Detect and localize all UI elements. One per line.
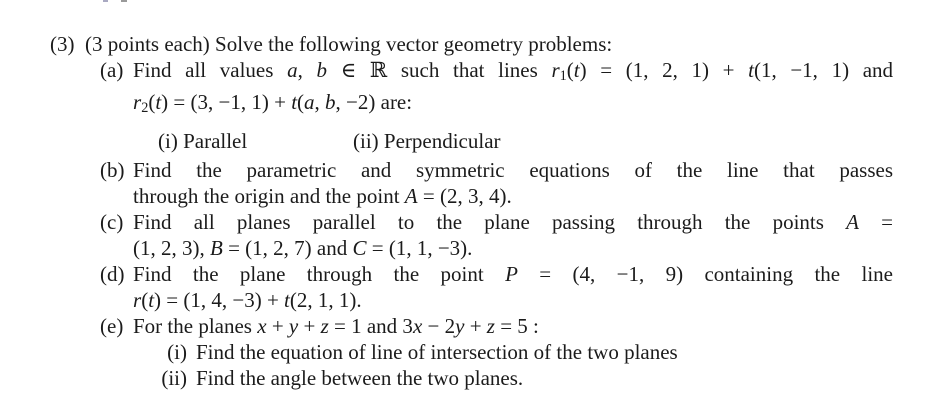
item-e-line-1: For the planes x + y + z = 1 and 3x − 2y + z = 5 : — [133, 314, 539, 339]
item-c-line-2: (1, 2, 3), B = (1, 2, 7) and C = (1, 1, −3). — [133, 236, 473, 261]
item-e-subitem-i — [133, 339, 893, 365]
subitem-ii-text: Find the angle between the two planes. — [196, 366, 524, 391]
item-a-line-2: r2(t) = (3, −1, 1) + t(a, b, −2) are: — [133, 90, 413, 117]
item-c-line-1: Find all planes parallel to the plane passing through the points A = — [133, 210, 893, 235]
problem-item-e — [0, 313, 931, 391]
subitem-i-label: (i) — [167, 340, 187, 365]
item-c-label: (c) — [100, 210, 124, 235]
subitem-i-text: Find the equation of line of intersection of the two planes — [196, 340, 678, 365]
problem-item-d — [0, 261, 931, 313]
problem-number: (3) — [50, 32, 75, 56]
problem-item-a — [0, 57, 931, 154]
problem-3-header — [0, 31, 931, 57]
item-b-line-2: through the origin and the point A = (2, 3, 4). — [133, 184, 512, 209]
item-b-line-1: Find the parametric and symmetric equations of the line that passes — [133, 158, 893, 183]
item-a-line-1: Find all values a, b ∈ ℝ such that lines r1(t) = (1, 2, 1) + t(1, −1, 1) and — [133, 58, 894, 85]
item-a-options-row — [133, 128, 893, 154]
item-e-subitem-ii — [133, 365, 893, 391]
problem-statement: (3 points each) Solve the following vector geometry problems: — [85, 32, 613, 56]
option-i-text: Parallel — [183, 129, 248, 154]
option-i-label: (i) — [158, 129, 178, 154]
cropped-line-artifact — [103, 0, 108, 2]
item-d-line-2: r(t) = (1, 4, −3) + t(2, 1, 1). — [133, 288, 362, 313]
subitem-ii-label: (ii) — [161, 366, 187, 391]
item-e-label: (e) — [100, 314, 124, 339]
item-a-label: (a) — [100, 58, 124, 82]
option-parallel — [158, 128, 353, 154]
cropped-line-artifact — [121, 0, 127, 2]
item-d-label: (d) — [100, 262, 125, 287]
option-ii-label: (ii) — [353, 129, 379, 154]
item-d-line-1: Find the plane through the point P = (4, −1, 9) containing the line — [133, 262, 893, 287]
option-ii-text: Perpendicular — [383, 129, 501, 154]
item-b-label: (b) — [100, 158, 125, 183]
option-perpendicular — [353, 129, 501, 153]
problem-item-c — [0, 209, 931, 261]
problem-set — [0, 31, 931, 391]
problem-item-b — [0, 157, 931, 209]
